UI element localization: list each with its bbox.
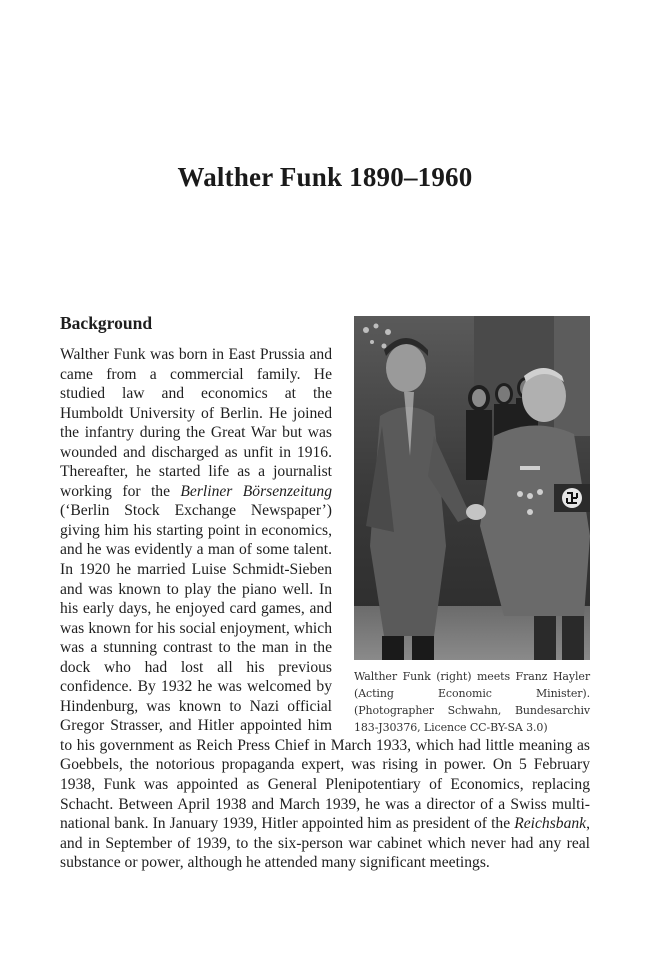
body-paragraph (60, 345, 590, 873)
section-heading: Background (60, 313, 153, 333)
paragraph-text: (‘Berlin Stock Exchange Newspaper’) giving him his starting point in economics, and he was evidently a man of some talent. In 1920 he married Luise Schmidt-Sieben and was known to play the piano well. In his early days, he enjoyed card games, and was known for his social enjoyment, which was a stunning contrast to the man in the dock who had lost all his previous confidence. By 1932 he was welcomed by Hindenburg, was known to Nazi official Gregor Strasser, and Hitler appointed him to his government as Reich Press Chief in March 1933, which had little meaning as Goebbels, the notorious propaganda expert, was rising in power. On 5 February 1938, Funk was appointed as General Plenipotentiary of Economics, replacing Schacht. Between April 1938 and March 1939, he was a director of a Swiss multi-national bank. In January 1939, Hitler appointed him as president of the (60, 502, 590, 833)
chapter-title: Walther Funk 1890–1960 (177, 162, 473, 192)
figure (354, 316, 590, 734)
historical-photo (354, 316, 590, 660)
paragraph-text: Walther Funk was born in East Prussia and came from a commercial family. He studied law and economics at the Humboldt University of Berlin. He joined the infantry during the Great War but was wounded and discharged as unfit in 1916. Thereafter, he started life as a journalist working for the (60, 346, 332, 500)
figure-caption: Walther Funk (right) meets Franz Hayler (Acting Economic Minister). (Photographer Schwahn, Bundesarchiv 183-J30376, Licence CC-BY-SA 3.0) (354, 670, 590, 734)
newspaper-title: Berliner Börsenzeitung (180, 482, 332, 500)
bank-name: Reichsbank (514, 815, 587, 833)
paragraph-text: , and in September of 1939, to the six-person war cabinet which never had any real substance or power, although he attended many significant meetings. (60, 815, 590, 872)
